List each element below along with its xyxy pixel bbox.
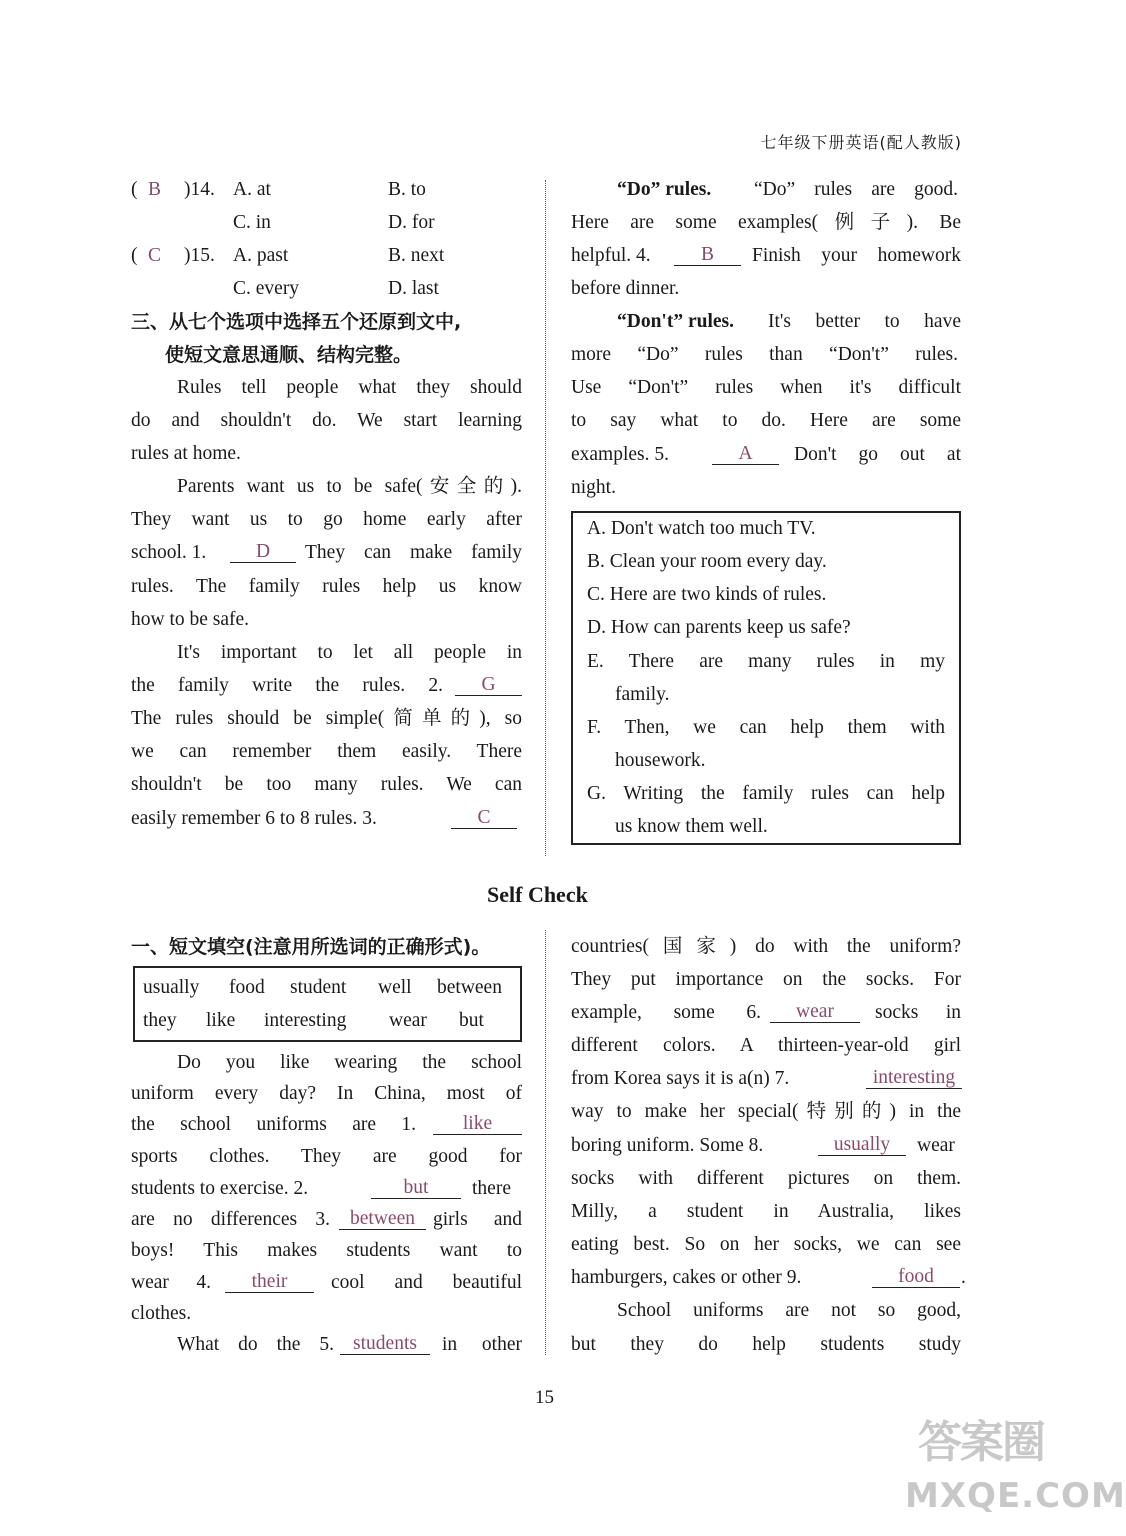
option-b: B. next	[388, 245, 445, 266]
passage-line: Do you like wearing the school	[177, 1052, 522, 1073]
passage-line: eating best. So on her socks, we can see	[571, 1234, 961, 1255]
passage-line: shouldn't be too many rules. We can	[131, 774, 522, 795]
blank-sc-1: like	[433, 1114, 522, 1135]
passage-line: do and shouldn't do. We start learning	[131, 410, 522, 431]
passage-line: are no differences 3.	[131, 1209, 330, 1230]
self-check-heading: 一、短文填空(注意用所选词的正确形式)。	[131, 936, 491, 958]
option-a: A. at	[233, 179, 271, 200]
option-item: E. There are many rules in my	[587, 651, 945, 672]
option-d: D. last	[388, 278, 439, 299]
section3-heading-line2: 使短文意思通顺、结构完整。	[165, 344, 413, 366]
option-a: A. past	[233, 245, 289, 266]
passage-line: sports clothes. They are good for	[131, 1146, 522, 1167]
passage-line: Here are some examples(例子). Be	[571, 212, 961, 233]
passage-line: to say what to do. Here are some	[571, 410, 961, 431]
passage-line: hamburgers, cakes or other 9.	[571, 1267, 802, 1288]
blank-2: G	[455, 675, 522, 696]
passage-line: way to make her special(特别的) in the	[571, 1101, 961, 1122]
option-item-cont: us know them well.	[615, 816, 768, 837]
passage-line: Milly, a student in Australia, likes	[571, 1201, 961, 1222]
blank-sc-9: food	[872, 1267, 960, 1288]
passage-line: school. 1.	[131, 542, 207, 563]
option-item: B. Clean your room every day.	[587, 551, 827, 572]
word-bank-word: but	[459, 1010, 484, 1031]
paren-close: )14.	[184, 179, 215, 200]
passage-line: students to exercise. 2.	[131, 1178, 309, 1199]
passage-line: Use “Don't” rules when it's difficult	[571, 377, 961, 398]
passage-line: socks with different pictures on them.	[571, 1168, 961, 1189]
passage-line: Parents want us to be safe(安全的).	[177, 476, 522, 497]
column-divider-top	[545, 180, 546, 856]
passage-line: countries(国家) do with the uniform?	[571, 936, 961, 957]
blank-3: C	[451, 808, 517, 829]
word-bank-word: usually	[143, 977, 200, 998]
passage-line: rules. The family rules help us know	[131, 576, 522, 597]
answer-14: B	[147, 179, 161, 200]
option-item: D. How can parents keep us safe?	[587, 617, 851, 638]
word-bank-word: student	[290, 977, 347, 998]
blank-sc-2: but	[371, 1178, 461, 1199]
paren-close: )15.	[184, 245, 215, 266]
word-bank-word: well	[378, 977, 412, 998]
watermark-logo: 答案圈	[918, 1417, 1044, 1468]
word-bank-word: interesting	[264, 1010, 347, 1031]
blank-sc-8: usually	[818, 1135, 906, 1156]
passage-line: the family write the rules. 2.	[131, 675, 443, 696]
passage-line: Finish your homework	[752, 245, 961, 266]
passage-line: uniform every day? In China, most of	[131, 1083, 522, 1104]
answer-15: C	[147, 245, 161, 266]
blank-5: A	[712, 444, 779, 465]
passage-line: boring uniform. Some 8.	[571, 1135, 764, 1156]
passage-line: more “Do” rules than “Don't” rules.	[571, 344, 958, 365]
passage-line: What do the 5.	[177, 1334, 334, 1355]
word-bank-word: like	[206, 1010, 236, 1031]
section3-heading-line1: 三、从七个选项中选择五个还原到文中,	[131, 311, 462, 333]
passage-line: rules at home.	[131, 443, 241, 464]
passage-line: in other	[442, 1334, 522, 1355]
passage-line: They put importance on the socks. For	[571, 969, 961, 990]
passage-line: before dinner.	[571, 278, 680, 299]
option-d: D. for	[388, 212, 435, 233]
passage-line: the school uniforms are 1.	[131, 1114, 416, 1135]
passage-line: School uniforms are not so good,	[617, 1300, 961, 1321]
page-number: 15	[535, 1387, 554, 1408]
passage-line: helpful. 4.	[571, 245, 651, 266]
word-bank-word: food	[229, 977, 265, 998]
passage-line: night.	[571, 477, 616, 498]
option-item: A. Don't watch too much TV.	[587, 518, 816, 539]
passage-line: different colors. A thirteen-year-old girl	[571, 1035, 961, 1056]
passage-line: It's better to have	[768, 311, 961, 332]
passage-line: girls and	[433, 1209, 522, 1230]
option-c: C. in	[233, 212, 271, 233]
blank-4: B	[674, 245, 741, 266]
blank-sc-5: students	[340, 1334, 430, 1355]
passage-line: example, some 6.	[571, 1002, 761, 1023]
passage-line: boys! This makes students want to	[131, 1240, 522, 1261]
blank-sc-4: their	[225, 1272, 314, 1293]
passage-line: Don't go out at	[794, 444, 961, 465]
option-item-cont: family.	[615, 684, 670, 705]
word-bank-word: wear	[389, 1010, 427, 1031]
option-item-cont: housework.	[615, 750, 706, 771]
word-bank-word: they	[143, 1010, 177, 1031]
option-item: C. Here are two kinds of rules.	[587, 584, 827, 605]
passage-line: wear	[917, 1135, 955, 1156]
blank-sc-3: between	[339, 1209, 426, 1230]
passage-line: Rules tell people what they should	[177, 377, 522, 398]
column-divider-bottom	[545, 930, 546, 1355]
passage-line: They want us to go home early after	[131, 509, 522, 530]
blank-sc-6: wear	[770, 1002, 860, 1023]
passage-line: clothes.	[131, 1303, 192, 1324]
passage-line: They can make family	[305, 542, 522, 563]
passage-line: we can remember them easily. There	[131, 741, 522, 762]
self-check-title: Self Check	[487, 882, 588, 907]
option-c: C. every	[233, 278, 300, 299]
page-header-title: 七年级下册英语(配人教版)	[760, 133, 962, 152]
passage-line: examples. 5.	[571, 444, 670, 465]
passage-line: there	[472, 1178, 511, 1199]
passage-line: how to be safe.	[131, 609, 250, 630]
passage-line: .	[961, 1267, 966, 1288]
passage-line: It's important to let all people in	[177, 642, 522, 663]
word-bank-word: between	[437, 977, 502, 998]
passage-line: cool and beautiful	[331, 1272, 522, 1293]
passage-line: but they do help students study	[571, 1334, 961, 1355]
option-b: B. to	[388, 179, 426, 200]
passage-line-bold: “Don't” rules.	[617, 311, 734, 332]
passage-line: “Do” rules are good.	[754, 179, 958, 200]
blank-1: D	[230, 542, 296, 563]
passage-line: from Korea says it is a(n) 7.	[571, 1068, 790, 1089]
passage-line: The rules should be simple(简单的), so	[131, 708, 522, 729]
watermark-domain: MXQE.COM	[905, 1476, 1126, 1516]
blank-sc-7: interesting	[866, 1068, 962, 1089]
option-item: G. Writing the family rules can help	[587, 783, 945, 804]
passage-line: easily remember 6 to 8 rules. 3.	[131, 808, 377, 829]
option-item: F. Then, we can help them with	[587, 717, 945, 738]
passage-line-bold: “Do” rules.	[617, 179, 712, 200]
passage-line: socks in	[875, 1002, 961, 1023]
passage-line: wear 4.	[131, 1272, 211, 1293]
